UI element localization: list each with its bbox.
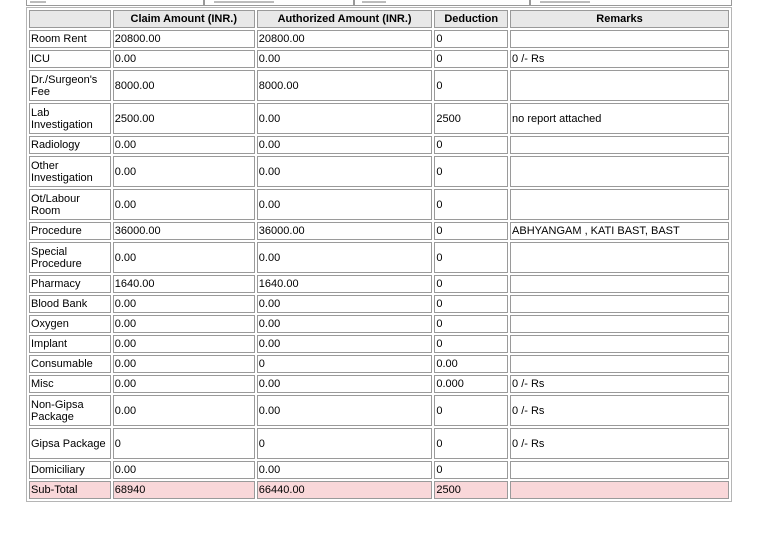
claim-amount-cell: 0.00 [113,355,255,373]
remarks-cell: 0 /- Rs [510,50,729,68]
authorized-amount-cell: 0.00 [257,136,433,154]
row-label: Dr./Surgeon's Fee [29,70,111,101]
authorized-amount-cell: 0 [257,355,433,373]
remarks-cell: 0 /- Rs [510,428,729,459]
remarks-cell: 0 /- Rs [510,375,729,393]
table-row [29,242,729,273]
row-label: Pharmacy [29,275,111,293]
table-row [29,50,729,68]
authorized-amount-cell: 0.00 [257,315,433,333]
claim-amount-cell: 1640.00 [113,275,255,293]
remarks-cell [510,70,729,101]
row-label: Domiciliary [29,461,111,479]
remarks-cell [510,189,729,220]
deduction-cell: 2500 [434,103,508,134]
claim-amount-cell: 0.00 [113,395,255,426]
table-row [29,156,729,187]
deduction-cell: 0 [434,461,508,479]
remarks-cell [510,335,729,353]
remarks-cell: ABHYANGAM , KATI BAST, BAST [510,222,729,240]
deduction-cell: 0 [434,428,508,459]
deduction-cell: 0 [434,70,508,101]
header-row [29,10,729,28]
authorized-amount-cell: 0.00 [257,103,433,134]
row-label: Implant [29,335,111,353]
row-label: Special Procedure [29,242,111,273]
authorized-amount-cell: 8000.00 [257,70,433,101]
claim-amount-cell: 0.00 [113,335,255,353]
claim-amount-cell: 0 [113,428,255,459]
claim-amount-cell: 2500.00 [113,103,255,134]
authorized-amount-cell: 0.00 [257,50,433,68]
remarks-cell [510,242,729,273]
table-row [29,275,729,293]
claim-amount-cell: 0.00 [113,315,255,333]
deduction-cell: 0.00 [434,355,508,373]
row-label: Ot/Labour Room [29,189,111,220]
subtotal-claim-amount-cell: 68940 [113,481,255,499]
table-row [29,375,729,393]
deduction-cell: 0 [434,189,508,220]
row-label: Procedure [29,222,111,240]
row-label: Consumable [29,355,111,373]
authorized-amount-cell: 0.00 [257,375,433,393]
claim-amount-cell: 8000.00 [113,70,255,101]
row-label: Other Investigation [29,156,111,187]
claim-amount-cell: 0.00 [113,50,255,68]
deduction-cell: 0 [434,136,508,154]
subtotal-remarks-cell [510,481,729,499]
remarks-cell [510,295,729,313]
deduction-cell: 0 [434,222,508,240]
previous-table-bottom-edge [26,0,732,6]
remarks-cell [510,355,729,373]
remarks-cell [510,315,729,333]
claim-amount-cell: 0.00 [113,156,255,187]
claim-breakup-table [26,7,732,502]
table-row [29,295,729,313]
table-row [29,222,729,240]
deduction-cell: 0 [434,275,508,293]
table-row [29,395,729,426]
subtotal-deduction-cell: 2500 [434,481,508,499]
deduction-cell: 0.000 [434,375,508,393]
deduction-cell: 0 [434,30,508,48]
deduction-cell: 0 [434,242,508,273]
table-row [29,315,729,333]
deduction-cell: 0 [434,315,508,333]
claim-amount-cell: 0.00 [113,375,255,393]
column-header-category [29,10,111,28]
authorized-amount-cell: 20800.00 [257,30,433,48]
column-header-authorized-amount: Authorized Amount (INR.) [257,10,433,28]
table-row [29,103,729,134]
authorized-amount-cell: 0.00 [257,242,433,273]
remarks-cell [510,461,729,479]
table-row [29,189,729,220]
claim-amount-cell: 0.00 [113,295,255,313]
table-row [29,136,729,154]
claim-amount-cell: 0.00 [113,242,255,273]
claim-amount-cell: 0.00 [113,136,255,154]
authorized-amount-cell: 36000.00 [257,222,433,240]
claim-amount-cell: 36000.00 [113,222,255,240]
deduction-cell: 0 [434,395,508,426]
authorized-amount-cell: 0.00 [257,395,433,426]
remarks-cell: no report attached [510,103,729,134]
claim-amount-cell: 0.00 [113,461,255,479]
column-header-deduction: Deduction [434,10,508,28]
row-label: Room Rent [29,30,111,48]
remarks-cell [510,136,729,154]
authorized-amount-cell: 0.00 [257,335,433,353]
subtotal-authorized-amount-cell: 66440.00 [257,481,433,499]
authorized-amount-cell: 1640.00 [257,275,433,293]
remarks-cell [510,156,729,187]
row-label: Gipsa Package [29,428,111,459]
remarks-cell [510,275,729,293]
deduction-cell: 0 [434,50,508,68]
deduction-cell: 0 [434,156,508,187]
table-row [29,461,729,479]
table-row [29,335,729,353]
authorized-amount-cell: 0 [257,428,433,459]
claim-amount-cell: 20800.00 [113,30,255,48]
deduction-cell: 0 [434,335,508,353]
claim-amount-cell: 0.00 [113,189,255,220]
deduction-cell: 0 [434,295,508,313]
row-label: ICU [29,50,111,68]
authorized-amount-cell: 0.00 [257,461,433,479]
row-label: Misc [29,375,111,393]
row-label: Blood Bank [29,295,111,313]
row-label: Oxygen [29,315,111,333]
table-row [29,355,729,373]
authorized-amount-cell: 0.00 [257,189,433,220]
row-label: Lab Investigation [29,103,111,134]
subtotal-row [29,481,729,499]
table-row [29,70,729,101]
row-label: Radiology [29,136,111,154]
table-row [29,30,729,48]
column-header-remarks: Remarks [510,10,729,28]
column-header-claim-amount: Claim Amount (INR.) [113,10,255,28]
previous-table-cell [26,0,204,6]
row-label: Non-Gipsa Package [29,395,111,426]
remarks-cell: 0 /- Rs [510,395,729,426]
remarks-cell [510,30,729,48]
table-row [29,428,729,459]
subtotal-row-label: Sub-Total [29,481,111,499]
authorized-amount-cell: 0.00 [257,156,433,187]
authorized-amount-cell: 0.00 [257,295,433,313]
